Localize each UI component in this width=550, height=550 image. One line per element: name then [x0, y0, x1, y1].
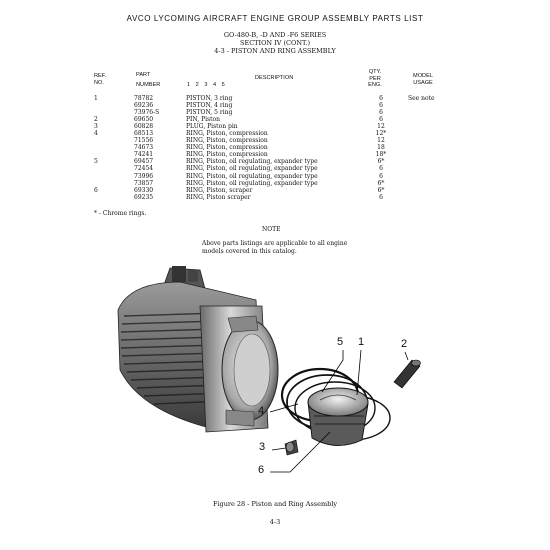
cylinder-assembly-drawing — [118, 266, 278, 432]
part-number: 72454 — [134, 165, 154, 173]
part-description: RING, Piston scraper — [186, 193, 251, 201]
quantity-per-engine: 12* — [375, 130, 387, 138]
part-description: PIN, Piston — [186, 116, 221, 124]
subsection-title: 4-3 - PISTON AND RING ASSEMBLY — [214, 47, 336, 55]
part-description: RING, Piston, oil regulating, expander type — [186, 165, 318, 173]
ref-number: 3 — [94, 123, 98, 131]
callout-3: 3 — [259, 441, 266, 453]
part-description: RING, Piston, scraper — [186, 186, 253, 194]
part-description: PISTON, 4 ring — [186, 102, 233, 110]
quantity-per-engine: 6 — [379, 109, 383, 117]
page-header-title: AVCO LYCOMING AIRCRAFT ENGINE GROUP ASSEMBLY PARTS LIST — [126, 14, 424, 23]
part-description: RING, Piston, compression — [186, 137, 268, 145]
ref-number: 1 — [94, 95, 98, 102]
part-number: 74241 — [134, 151, 154, 159]
part-number: 69235 — [134, 193, 154, 201]
part-description: RING, Piston, compression — [186, 144, 268, 152]
note-line-1: Above parts listings are applicable to all engine — [202, 240, 348, 247]
col-description: DESCRIPTION — [255, 75, 294, 81]
col-qty: QTY. PER ENG. — [368, 69, 382, 88]
col-ref: REF. NO. — [94, 73, 107, 86]
ref-number: 6 — [94, 186, 98, 194]
section-title: SECTION IV (CONT.) — [240, 39, 310, 47]
quantity-per-engine: 6 — [379, 172, 383, 180]
quantity-per-engine: 12 — [377, 123, 385, 131]
part-number: 60828 — [134, 123, 154, 131]
part-description: RING, Piston, oil regulating, expander type — [186, 179, 318, 187]
quantity-per-engine: 6 — [379, 102, 383, 110]
quantity-per-engine: 6* — [377, 186, 385, 194]
quantity-per-engine: 6 — [379, 116, 383, 124]
piston-pin-plug-drawing — [285, 440, 298, 455]
part-number: 74673 — [134, 144, 154, 152]
callout-2: 2 — [401, 338, 408, 350]
quantity-per-engine: 6 — [379, 165, 383, 173]
col-model-usage: MODEL USAGE — [413, 73, 433, 86]
part-description: RING, Piston, compression — [186, 151, 268, 159]
quantity-per-engine: 18 — [377, 144, 385, 152]
part-number: 69236 — [134, 102, 154, 110]
part-number: 73996 — [134, 172, 154, 180]
quantity-per-engine: 18* — [375, 151, 387, 159]
part-number: 68513 — [134, 130, 154, 138]
part-description: RING, Piston, oil regulating, expander type — [186, 158, 318, 166]
part-description: PISTON, 3 ring — [186, 95, 233, 102]
figure-caption: Figure 28 - Piston and Ring Assembly — [212, 500, 338, 508]
col-part-number: PART NUMBER — [136, 72, 161, 88]
part-number: 71556 — [134, 137, 154, 145]
part-description: PISTON, 5 ring — [186, 109, 233, 117]
quantity-per-engine: 6* — [377, 179, 385, 187]
part-number: 73857 — [134, 179, 154, 187]
ref-number: 4 — [94, 130, 98, 138]
ref-number: 2 — [94, 116, 98, 124]
piston-pin-drawing — [394, 360, 421, 388]
part-number: 69457 — [134, 158, 154, 166]
part-description: RING, Piston, oil regulating, expander type — [186, 172, 318, 180]
quantity-per-engine: 6 — [379, 95, 383, 102]
part-description: RING, Piston, compression — [186, 130, 268, 138]
part-number: 69650 — [134, 116, 154, 124]
piston-drawing — [308, 388, 368, 446]
part-number: 78782 — [134, 95, 154, 102]
note-line-2: models covered in this catalog. — [202, 248, 297, 255]
series-title: GO-480-B, -D AND -F6 SERIES — [223, 31, 327, 39]
col-indent-levels: 1 2 3 4 5 — [187, 82, 225, 88]
callout-6: 6 — [258, 464, 265, 476]
part-description: PLUG, Piston pin — [186, 123, 238, 131]
part-number: 69330 — [134, 186, 154, 194]
page-number: 4-3 — [269, 518, 281, 526]
footnote: * - Chrome rings. — [94, 210, 147, 217]
callout-1: 1 — [358, 336, 365, 348]
part-number: 73976-S — [134, 109, 160, 117]
note-title: NOTE — [262, 226, 281, 233]
ref-number: 5 — [94, 158, 98, 166]
quantity-per-engine: 12 — [377, 137, 385, 145]
callout-4: 4 — [258, 405, 265, 417]
quantity-per-engine: 6 — [379, 193, 383, 201]
callout-5: 5 — [337, 336, 344, 348]
model-usage: See note — [408, 95, 435, 102]
quantity-per-engine: 6* — [377, 158, 385, 166]
